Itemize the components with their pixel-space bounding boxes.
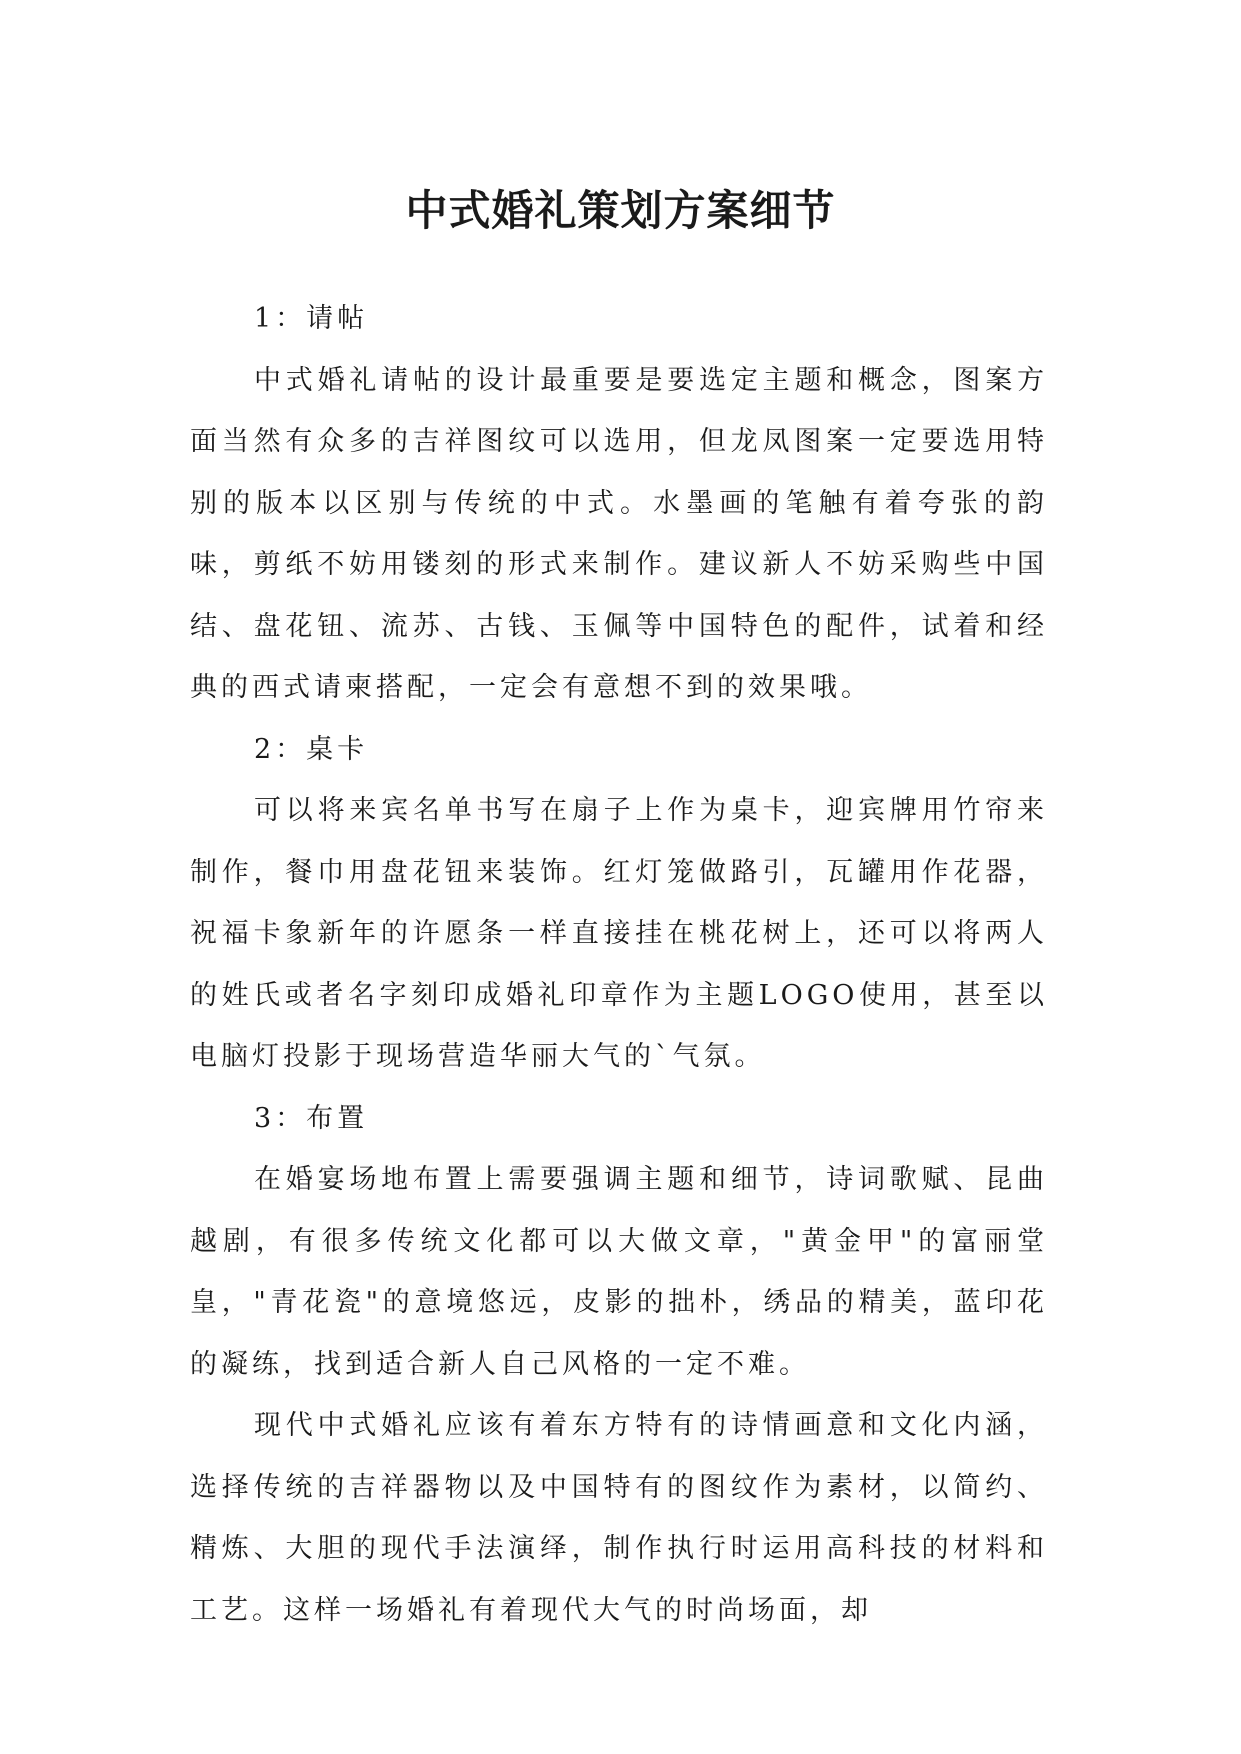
- paragraph-invitation: 中式婚礼请帖的设计最重要是要选定主题和概念，图案方面当然有众多的吉祥图纹可以选用，但龙凤图案一定要选用特别的版本以区别与传统的中式。水墨画的笔触有着夸张的韵味，剪纸不妨用镂刻的形式来制作。建议新人不妨采购些中国结、盘花钮、流苏、古钱、玉佩等中国特色的配件，试着和经典的西式请柬搭配，一定会有意想不到的效果哦。: [190, 364, 1048, 703]
- section-heading-invitation: 1：请帖: [254, 303, 369, 334]
- document-title: 中式婚礼策划方案细节: [405, 186, 836, 236]
- document-body: [190, 288, 1048, 1641]
- paragraph-table-card: 可以将来宾名单书写在扇子上作为桌卡，迎宾牌用竹帘来制作，餐巾用盘花钮来装饰。红灯笼做路引，瓦罐用作花器，祝福卡象新年的许愿条一样直接挂在桃花树上，还可以将两人的姓氏或者名字刻印成婚礼印章作为主题LOGO使用，甚至以电脑灯投影于现场营造华丽大气的`气氛。: [190, 795, 1048, 1072]
- paragraph-decoration: 在婚宴场地布置上需要强调主题和细节，诗词歌赋、昆曲越剧，有很多传统文化都可以大做文章，"黄金甲"的富丽堂皇，"青花瓷"的意境悠远，皮影的拙朴，绣品的精美，蓝印花的凝练，找到适合新人自己风格的一定不难。: [190, 1164, 1048, 1380]
- paragraph-modern-style: 现代中式婚礼应该有着东方特有的诗情画意和文化内涵，选择传统的吉祥器物以及中国特有的图纹作为素材，以简约、精炼、大胆的现代手法演绎，制作执行时运用高科技的材料和工艺。这样一场婚礼有着现代大气的时尚场面，却: [190, 1410, 1048, 1626]
- section-heading-table-card: 2：桌卡: [254, 733, 369, 765]
- section-heading-decoration: 3：布置: [254, 1102, 369, 1134]
